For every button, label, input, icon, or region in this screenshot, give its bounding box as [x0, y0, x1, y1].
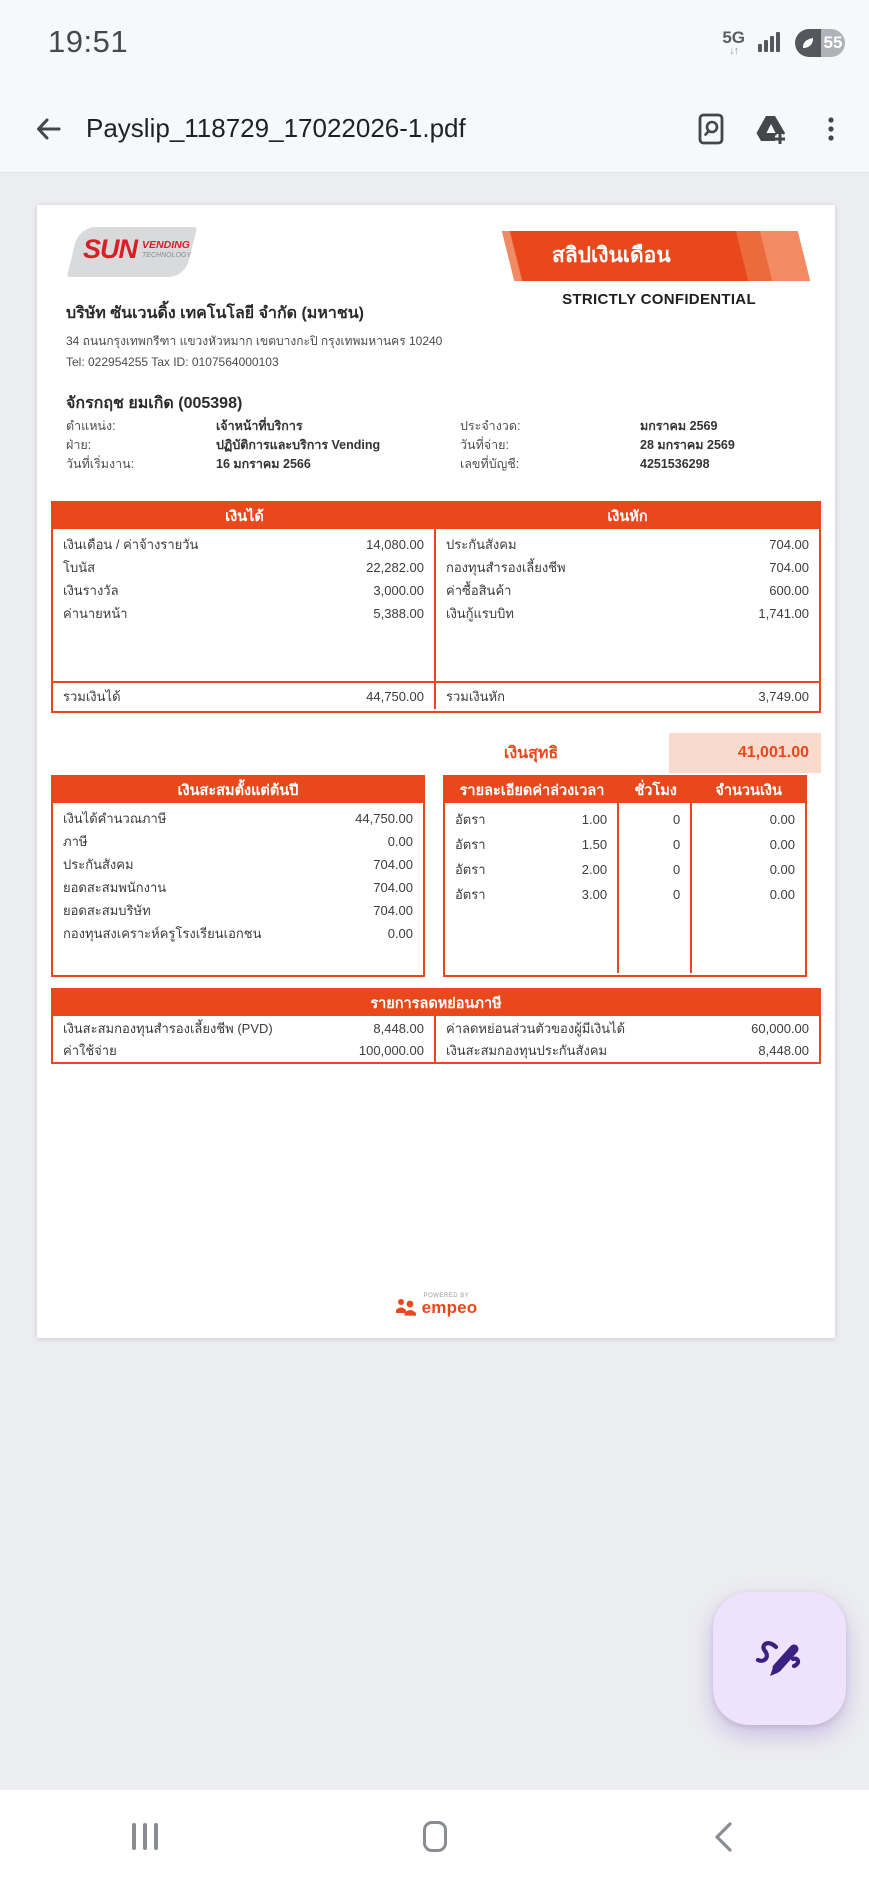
table-row: ค่าซื้อสินค้า 600.00 — [446, 583, 809, 598]
nav-back-button[interactable] — [579, 1790, 869, 1883]
home-icon — [423, 1821, 447, 1852]
overtime-hours-cell: 0 — [673, 887, 681, 902]
powered-by-label: POWERED BY — [423, 1293, 470, 1299]
table-row: เงินได้คำนวณภาษี 44,750.00 — [63, 811, 413, 826]
overtime-hours-cell: 0 — [673, 812, 681, 827]
power-saving-leaf-icon — [801, 36, 815, 50]
confidential-label: STRICTLY CONFIDENTIAL — [562, 291, 756, 308]
overflow-menu-button[interactable] — [801, 99, 861, 159]
tax-allowance-table — [51, 988, 821, 1064]
status-bar — [0, 0, 869, 85]
tax-allowance-header: รายการลดหย่อนภาษี — [370, 995, 502, 1012]
table-row: ค่านายหน้า 5,388.00 — [63, 606, 424, 621]
net-pay-amount: 41,001.00 — [669, 733, 821, 773]
find-in-document-button[interactable] — [681, 99, 741, 159]
employee-info-row: วันที่เริ่มงาน: 16 มกราคม 2566 — [66, 457, 311, 471]
overtime-rate-cell: อัตรา 3.00 — [455, 887, 608, 902]
pdf-viewport[interactable] — [0, 173, 869, 1790]
table-row: ภาษี 0.00 — [63, 834, 413, 849]
table-row: ยอดสะสมพนักงาน 704.00 — [63, 880, 413, 895]
tax-allowance-left-rows — [53, 1016, 436, 1062]
overtime-header-hours: ชั่วโมง — [634, 782, 677, 799]
company-logo — [67, 227, 197, 279]
signature-pen-icon — [751, 1630, 809, 1688]
ytd-table — [51, 775, 425, 977]
overtime-hours-cell: 0 — [673, 862, 681, 877]
banner-title: สลิปเงินเดือน — [552, 244, 671, 267]
income-total-row: รวมเงินได้ 44,750.00 — [53, 683, 436, 709]
table-row: โบนัส 22,282.00 — [63, 560, 424, 575]
table-row: เงินรางวัล 3,000.00 — [63, 583, 424, 598]
net-pay-label: เงินสุทธิ — [503, 745, 559, 762]
overtime-hours-column — [619, 803, 692, 973]
overtime-rate-cell: อัตรา 2.00 — [455, 862, 608, 877]
table-row: เงินกู้แรบบิท 1,741.00 — [446, 606, 809, 621]
net-pay-row — [51, 733, 821, 773]
employee-name: จักรกฤช ยมเกิด (005398) — [66, 395, 243, 412]
clock-text: 19:51 — [48, 24, 129, 59]
employee-info-row: วันที่จ่าย: 28 มกราคม 2569 — [460, 438, 735, 452]
employee-info-row: ประจำงวด: มกราคม 2569 — [460, 419, 718, 433]
empeo-logo — [37, 1293, 835, 1316]
deduction-total-row: รวมเงินหัก 3,749.00 — [446, 688, 809, 704]
company-name: บริษัท ซันเวนดิ้ง เทคโนโลยี จำกัด (มหาชน) — [66, 305, 365, 322]
more-vertical-icon — [816, 114, 846, 144]
nav-home-button[interactable] — [290, 1790, 580, 1883]
save-to-drive-button[interactable] — [741, 99, 801, 159]
overtime-amount-cell: 0.00 — [769, 812, 795, 827]
table-row: กองทุนสงเคราะห์ครูโรงเรียนเอกชน 0.00 — [63, 926, 413, 941]
overtime-amount-cell: 0.00 — [769, 837, 795, 852]
overtime-rate-column — [445, 803, 619, 973]
deduction-rows — [436, 529, 819, 681]
system-navigation-bar — [0, 1790, 869, 1883]
overtime-amount-cell: 0.00 — [769, 862, 795, 877]
overtime-rate-cell: อัตรา 1.50 — [455, 837, 608, 852]
signal-strength-icon — [757, 28, 783, 59]
annotate-fab-button[interactable] — [713, 1592, 846, 1725]
overtime-hours-cell: 0 — [673, 837, 681, 852]
tax-allowance-right-rows — [436, 1016, 819, 1062]
table-row: เงินสะสมกองทุนสำรองเลี้ยงชีพ (PVD) 8,448.00 — [63, 1021, 424, 1036]
payslip-page — [37, 205, 835, 1338]
company-address: 34 ถนนกรุงเทพกรีฑา แขวงหัวหมาก เขตบางกะปิ กรุงเทพมหานคร 10240 — [66, 334, 443, 348]
table-row: ค่าลดหย่อนส่วนตัวของผู้มีเงินได้ 60,000.00 — [446, 1021, 809, 1036]
back-button[interactable] — [18, 99, 78, 159]
find-in-document-icon — [693, 111, 729, 147]
ytd-header: เงินสะสมตั้งแต่ต้นปี — [177, 782, 299, 799]
table-row: กองทุนสำรองเลี้ยงชีพ 704.00 — [446, 560, 809, 575]
logo-technology-text: TECHNOLOGY — [142, 251, 192, 259]
battery-indicator — [795, 29, 845, 57]
drive-add-icon — [752, 110, 790, 148]
overtime-amount-cell: 0.00 — [769, 887, 795, 902]
income-deduction-table — [51, 501, 821, 713]
empeo-brand-text: empeo — [421, 1298, 478, 1317]
battery-percent-text: 55 — [821, 29, 845, 57]
overtime-table — [443, 775, 807, 977]
company-contact: Tel: 022954255 Tax ID: 0107564000103 — [66, 355, 279, 369]
table-row: ประกันสังคม 704.00 — [446, 537, 809, 552]
employee-info-right — [460, 419, 800, 471]
pdf-toolbar — [0, 85, 869, 172]
document-title: Payslip_118729_17022026-1.pdf — [86, 113, 466, 143]
nav-recents-button[interactable] — [0, 1790, 290, 1883]
table-row: เงินเดือน / ค่าจ้างรายวัน 14,080.00 — [63, 537, 424, 552]
network-type-indicator: 5G ↓↑ — [722, 28, 745, 57]
ytd-rows — [53, 803, 423, 945]
income-rows — [53, 529, 436, 681]
back-arrow-icon — [30, 111, 66, 147]
table-row: เงินสะสมกองทุนประกันสังคม 8,448.00 — [446, 1043, 809, 1058]
table-row: ค่าใช้จ่าย 100,000.00 — [63, 1043, 424, 1058]
top-bars — [0, 0, 869, 173]
logo-sun-text: SUN — [83, 234, 138, 264]
deduction-header: เงินหัก — [607, 508, 648, 525]
income-header: เงินได้ — [225, 508, 264, 525]
table-row: ยอดสะสมบริษัท 704.00 — [63, 903, 413, 918]
logo-vending-text: VENDING — [142, 239, 190, 251]
overtime-header-amount: จำนวนเงิน — [715, 782, 782, 799]
table-row: ประกันสังคม 704.00 — [63, 857, 413, 872]
employee-info-left — [66, 419, 426, 471]
recents-icon — [132, 1823, 158, 1850]
employee-info-row: ฝ่าย: ปฏิบัติการและบริการ Vending — [66, 438, 381, 452]
nav-back-chevron-icon — [711, 1820, 737, 1854]
employee-info-row: ตำแหน่ง: เจ้าหน้าที่บริการ — [66, 419, 303, 433]
empeo-people-icon — [395, 1297, 417, 1316]
employee-info-row: เลขที่บัญชี: 4251536298 — [460, 457, 710, 471]
overtime-rate-cell: อัตรา 1.00 — [455, 812, 608, 827]
payslip-banner — [510, 231, 808, 281]
overtime-header-detail: รายละเอียดค่าล่วงเวลา — [459, 782, 605, 799]
overtime-amount-column — [692, 803, 805, 973]
